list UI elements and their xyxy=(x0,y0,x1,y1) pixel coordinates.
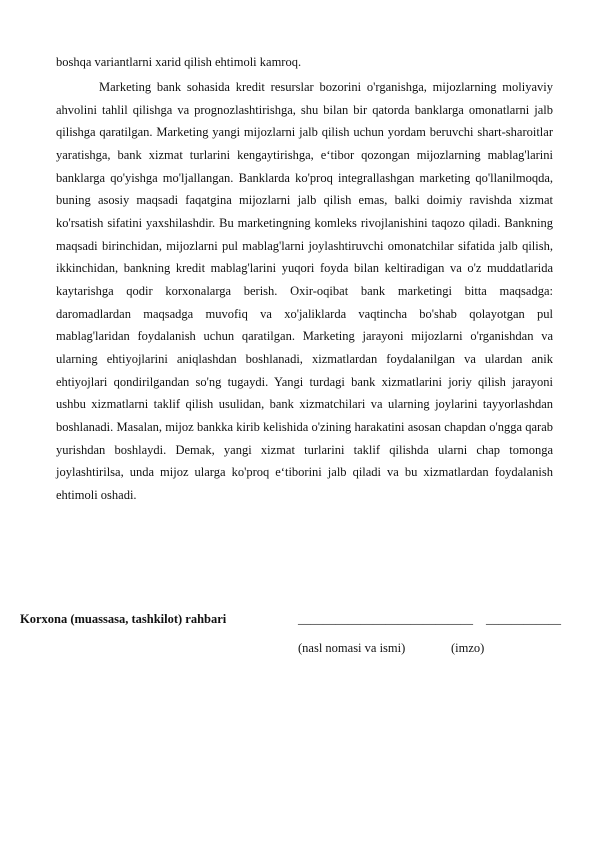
main-paragraph: Marketing bank sohasida kredit resurslar bozorini o'rganishga, mijozlarning moliyaviy ahvolini tahlil qilishga va prognozlashtirishga, shu bilan bir qatorda banklarga omonatlarni jalb qilishga qaratilgan. Marketing yangi mijozlarni jalb qilish uchun yordam beruvchi shart-sharoitlar yaratishga, bank xizmat turlarini kengaytirishga, e‘tibor qozongan mijozlarning mablag'larini banklarga qo'yishga mo'ljallangan. Banklarda ko'proq integrallashgan marketing qo'llanilmoqda, buning asosiy maqsadi faqatgina mijozlarni jalb qilish emas, balki doimiy ravishda xizmat ko'rsatish sifatini yaxshilashdir. Bu marketingning komleks rivojlanishini taqozo qiladi. Bankning maqsadi birinchidan, mijozlarni pul mablag'larni joylashtiruvchi omonatchilar sifatida jalb qilish, ikkinchidan, bankning kredit mablag'larini yuqori foyda bilan keltiradigan va o'z muddatlarida kaytarishga qodir korxonalarga berish. Oxir-oqibat bank marketingi bitta maqsadga: daromadlardan maqsadga muvofiq va xo'jaliklarda vaqtincha bo'shab qolayotgan pul mablag'laridan foydalanish uchun qaratilgan. Marketing jarayoni mijozlarni o'rganishdan va ularning ehtiyojlarini aniqlashdan boshlanadi, xizmatlardan foydalanilgan va ulardan anik ehtiyojlari qondirilgandan so'ng tugaydi. Yangi turdagi bank xizmatlarini joriy qilish jarayoni ushbu xizmatlarni taklif qilish usulidan, bank xizmatchilari va ularning joylarini tayyorlashdan boshlanadi. Masalan, mijoz bankka kirib kelishida o'zining harakatini asosan chapdan o'ngga qarab yurishdan boshlaydi. Demak, yangi xizmat turlarini taklif qilishda ularni chap tomonga joylashtirilsa, unda mijoz ularga ko'proq e‘tiborini jalb qiladi va bu xizmatlardan foydalanish ehtimoli oshadi. xyxy=(56,80,553,502)
name-caption: (nasl nomasi va ismi) xyxy=(298,641,406,655)
name-line: ____________________________ xyxy=(298,612,473,626)
signature-caption: (imzo) xyxy=(451,641,485,655)
signature-line: ____________ xyxy=(486,612,561,626)
signature-label: Korxona (muassasa, tashkilot) rahbari xyxy=(20,612,227,626)
continuation-line: boshqa variantlarni xarid qilish ehtimoli kamroq. xyxy=(56,55,302,69)
